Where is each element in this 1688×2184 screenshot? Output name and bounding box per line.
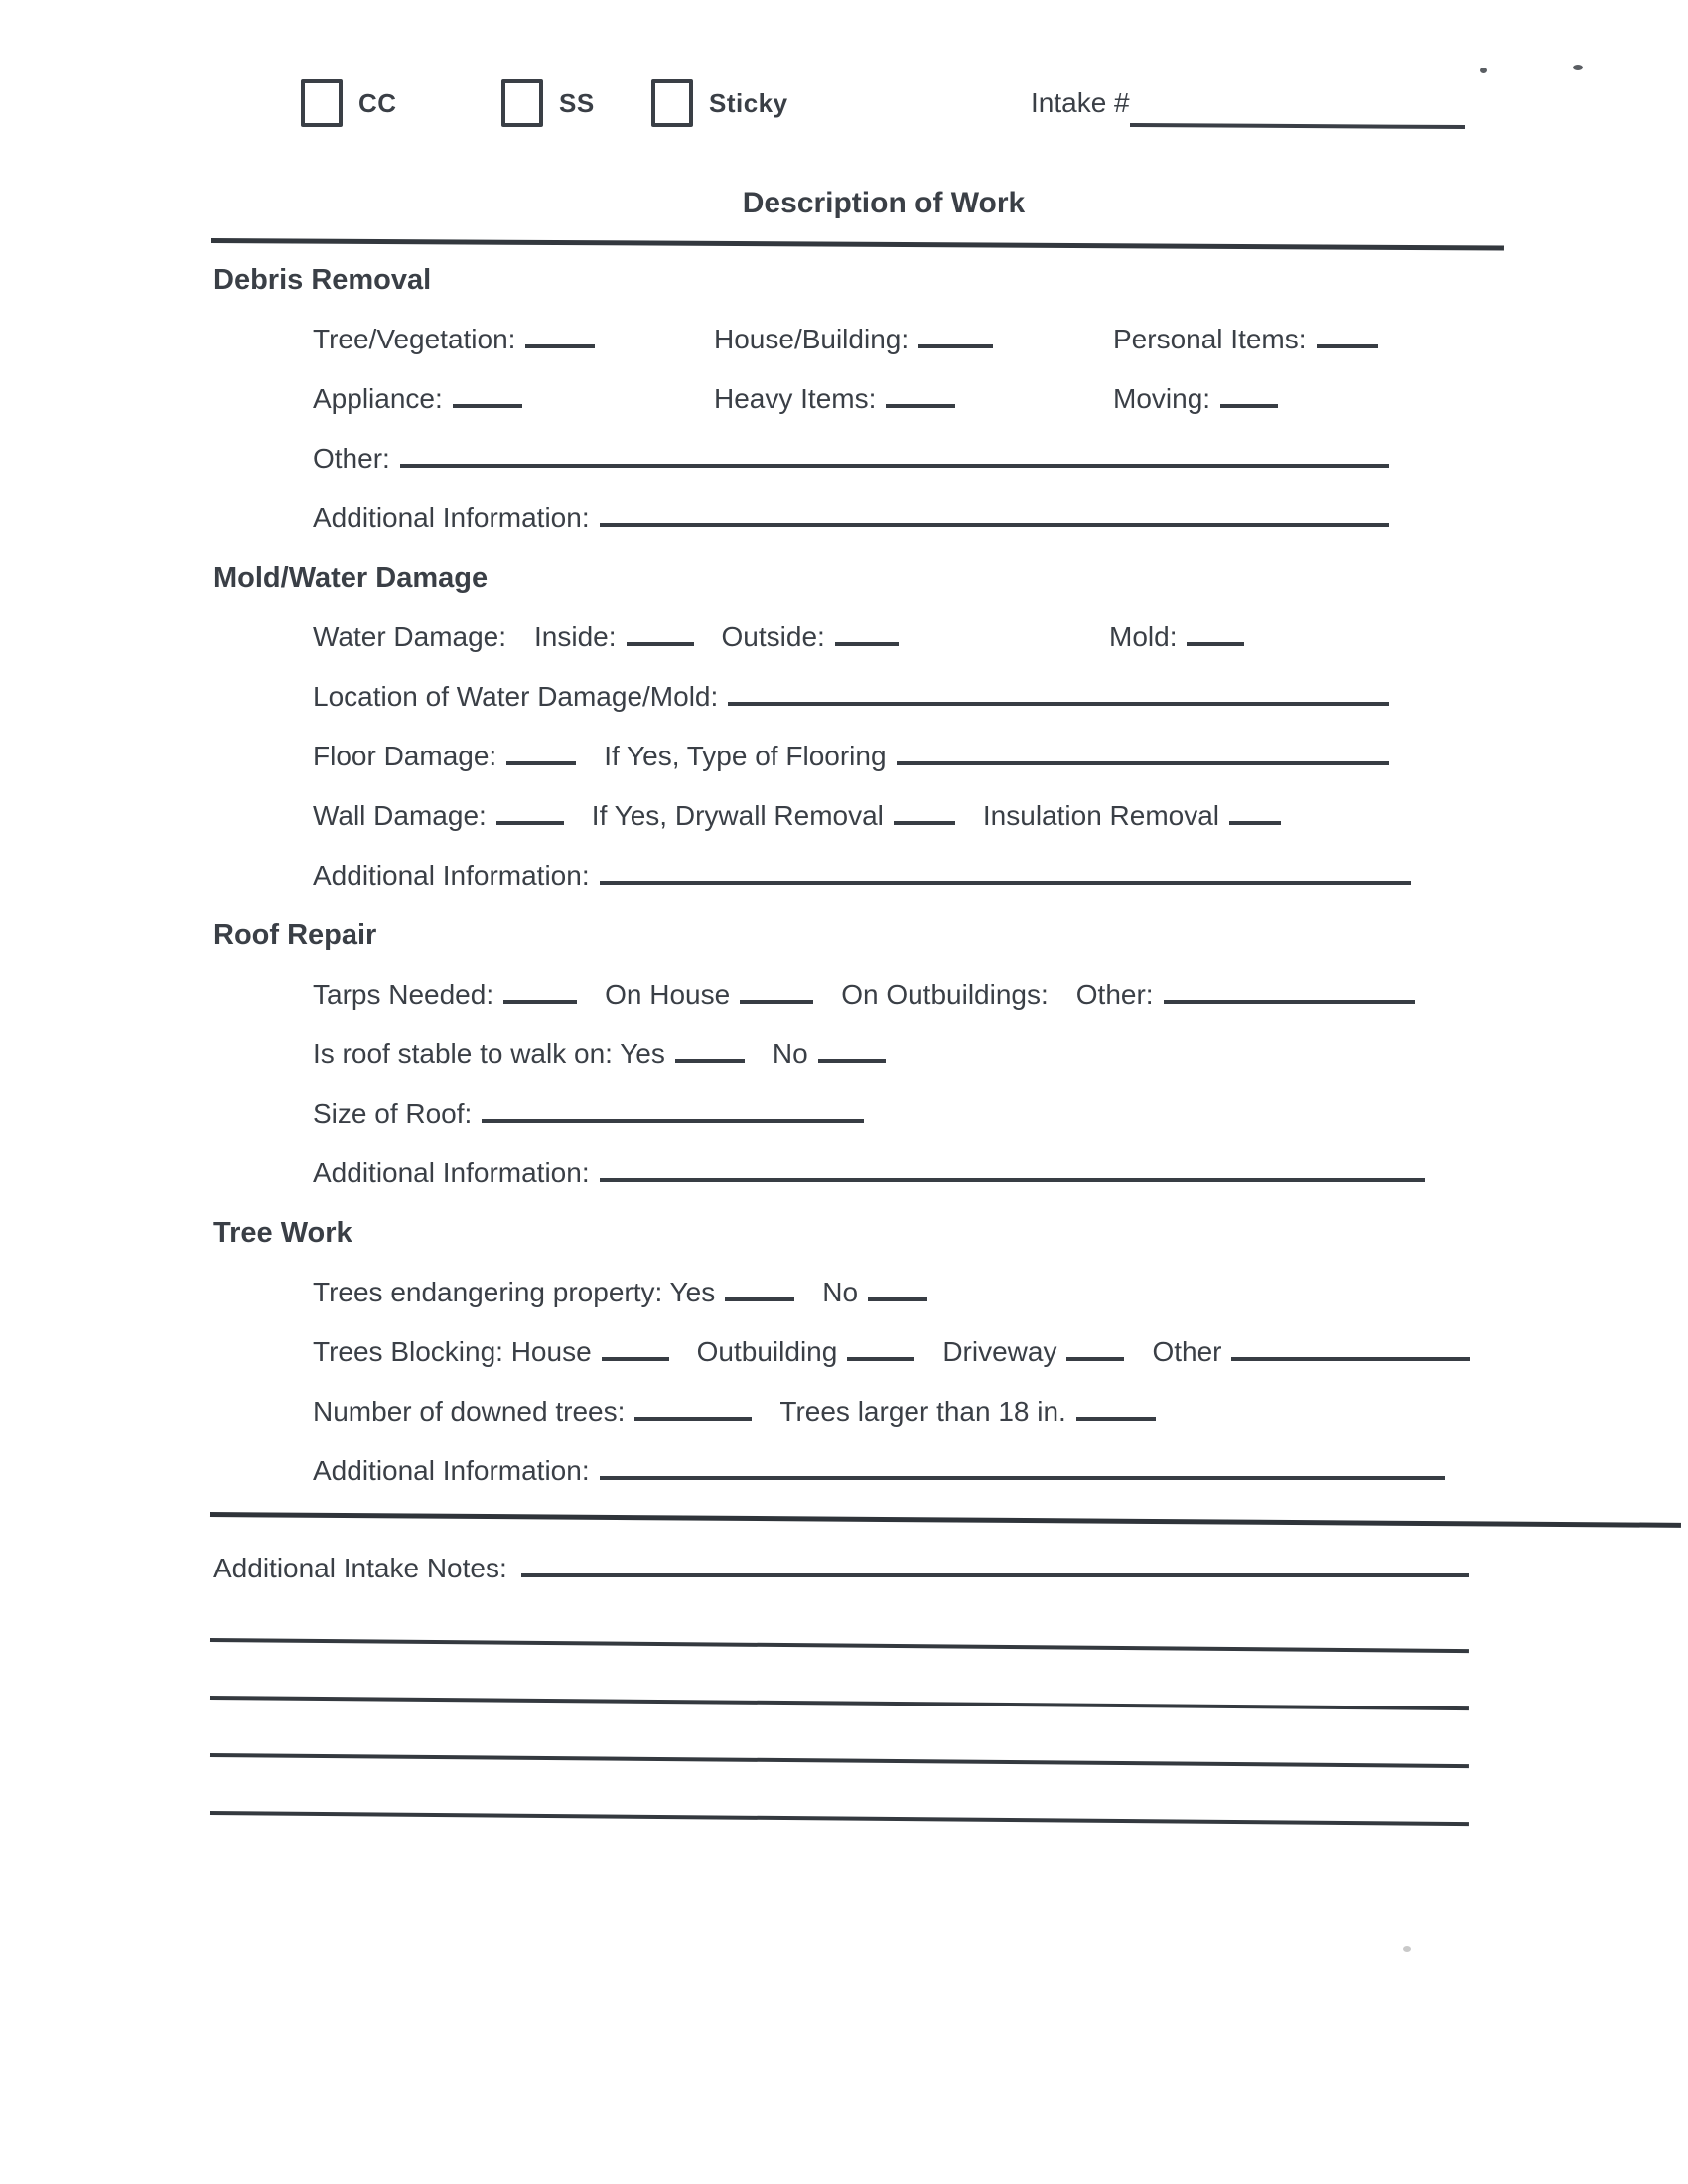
blank-write-in-line: [675, 1059, 745, 1063]
blank-write-in-line: [400, 464, 1389, 468]
blank-write-in-line: [835, 642, 899, 646]
form-field: [313, 979, 577, 1011]
field-label: Additional Information:: [313, 1455, 590, 1486]
field-label: Wall Damage:: [313, 800, 487, 831]
section-separator: [210, 1512, 1681, 1528]
blank-write-in-line: [1164, 1000, 1415, 1004]
blank-write-in-line: [602, 1357, 669, 1361]
form-row: [313, 665, 1477, 725]
form-row: [313, 1023, 1477, 1082]
form-field: [605, 979, 813, 1011]
field-label: Inside:: [534, 621, 617, 652]
blank-write-in-line: [1317, 344, 1378, 348]
sticky-checkbox-field: [651, 79, 788, 127]
field-label: Trees larger than 18 in.: [779, 1396, 1066, 1427]
scan-speck: [1480, 68, 1487, 73]
field-label: Tree/Vegetation:: [313, 324, 516, 354]
blank-write-in-line: [1220, 404, 1278, 408]
blank-write-in-line: [847, 1357, 914, 1361]
field-label: Water Damage:: [313, 621, 507, 652]
section-heading: Debris Removal: [213, 264, 432, 296]
ss-checkbox: [501, 79, 543, 127]
form-field: [722, 621, 899, 653]
field-label: Other:: [313, 443, 390, 474]
form-field: [534, 621, 694, 653]
form-field: [313, 681, 1389, 713]
blank-write-in-line: [600, 523, 1389, 527]
form-field: [313, 1396, 752, 1428]
cc-checkbox-field: [301, 79, 397, 127]
form-field: [313, 324, 595, 355]
form-field: [313, 1277, 794, 1308]
form-row: [313, 1261, 1477, 1320]
blank-write-in-line: [894, 821, 955, 825]
field-label: Mold:: [1109, 621, 1178, 652]
blank-write-in-line: [496, 821, 564, 825]
form-field: [779, 1396, 1155, 1428]
form-field: [822, 1277, 927, 1308]
ss-checkbox-label: SS: [559, 87, 595, 118]
blank-write-in-line: [482, 1119, 864, 1123]
notes-blank-line: [521, 1573, 1469, 1577]
blank-write-in-line: [728, 702, 1389, 706]
blank-write-in-line: [740, 1000, 813, 1004]
field-label: Is roof stable to walk on: Yes: [313, 1038, 665, 1069]
form-field: [714, 383, 955, 415]
additional-intake-notes-label: Additional Intake Notes:: [213, 1553, 507, 1583]
form-field: [604, 741, 1389, 772]
ss-checkbox-field: [501, 79, 595, 127]
blank-write-in-line: [918, 344, 993, 348]
form-row: [313, 606, 1477, 665]
form-row: [313, 308, 1477, 367]
form-field: [313, 860, 1411, 891]
intake-number-label: Intake #: [1031, 87, 1130, 118]
field-label: Other: [1152, 1336, 1222, 1367]
form-field: [313, 800, 564, 832]
blank-write-in-line: [600, 1476, 1445, 1480]
field-label: Insulation Removal: [982, 800, 1220, 831]
blank-write-in-line: [503, 1000, 577, 1004]
sticky-checkbox-label: Sticky: [709, 87, 788, 118]
form-row: [313, 1380, 1477, 1439]
form-row: [313, 1142, 1477, 1201]
form-field: [313, 1038, 745, 1070]
intake-number-blank-line: [1130, 123, 1465, 129]
notes-ruled-line: [210, 1811, 1469, 1826]
blank-write-in-line: [818, 1059, 886, 1063]
notes-ruled-line: [210, 1696, 1469, 1710]
field-label: Outbuilding: [696, 1336, 838, 1367]
field-label: Additional Information:: [313, 860, 590, 890]
form-field: [313, 1336, 669, 1368]
blank-write-in-line: [1066, 1357, 1124, 1361]
field-label: Number of downed trees:: [313, 1396, 626, 1427]
field-label: Additional Information:: [313, 502, 590, 533]
field-label: Appliance:: [313, 383, 443, 414]
notes-ruled-line: [210, 1638, 1469, 1653]
form-field: [313, 502, 1389, 534]
field-label: Moving:: [1113, 383, 1211, 414]
cc-checkbox-label: CC: [358, 87, 397, 118]
field-label: Location of Water Damage/Mold:: [313, 681, 719, 712]
blank-write-in-line: [868, 1297, 927, 1301]
blank-write-in-line: [1231, 1357, 1470, 1361]
blank-write-in-line: [525, 344, 595, 348]
field-label: Trees Blocking: House: [313, 1336, 592, 1367]
notes-ruled-line: [210, 1753, 1469, 1768]
form-row: [313, 784, 1477, 844]
form-field: [592, 800, 955, 832]
form-field: [313, 741, 576, 772]
form-field: [1113, 383, 1278, 415]
field-label: Tarps Needed:: [313, 979, 494, 1010]
blank-write-in-line: [897, 761, 1389, 765]
form-row: [313, 367, 1477, 427]
additional-intake-notes-row: [213, 1553, 1477, 1584]
form-row: [313, 1439, 1477, 1499]
blank-write-in-line: [1187, 642, 1244, 646]
field-label: Personal Items:: [1113, 324, 1307, 354]
scan-speck: [1573, 65, 1583, 70]
field-label: Driveway: [942, 1336, 1057, 1367]
form-field: [313, 383, 522, 415]
form-row: [313, 725, 1477, 784]
cc-checkbox: [301, 79, 343, 127]
section-heading: Roof Repair: [213, 919, 377, 951]
field-label: Additional Information:: [313, 1158, 590, 1188]
field-label: If Yes, Drywall Removal: [591, 800, 884, 831]
field-label: No: [772, 1038, 808, 1069]
form-field: [313, 443, 1389, 475]
page-title: Description of Work: [742, 187, 1026, 219]
blank-write-in-line: [1229, 821, 1281, 825]
sticky-checkbox: [651, 79, 693, 127]
form-row: [313, 427, 1477, 486]
form-row: [313, 844, 1477, 903]
form-field: [313, 1158, 1425, 1189]
scan-speck: [1403, 1946, 1411, 1952]
form-field: [773, 1038, 886, 1070]
blank-write-in-line: [600, 881, 1411, 885]
form-field: [1152, 1336, 1470, 1368]
form-field: [313, 1098, 864, 1130]
field-label: Trees endangering property: Yes: [313, 1277, 716, 1307]
form-field: [1109, 621, 1244, 653]
field-label: Floor Damage:: [313, 741, 497, 771]
form-field: [697, 1336, 915, 1368]
form-field: [841, 979, 1049, 1011]
field-label: Other:: [1075, 979, 1154, 1010]
form-field: [942, 1336, 1124, 1368]
field-label: House/Building:: [714, 324, 910, 354]
blank-write-in-line: [453, 404, 522, 408]
field-label: On House: [605, 979, 731, 1010]
blank-write-in-line: [506, 761, 576, 765]
field-label: Heavy Items:: [714, 383, 877, 414]
section-heading: Mold/Water Damage: [213, 562, 489, 594]
field-label: Outside:: [721, 621, 825, 652]
form-row: [313, 963, 1477, 1023]
section-heading: Tree Work: [213, 1217, 352, 1249]
form-field: [1113, 324, 1378, 355]
field-label: No: [822, 1277, 859, 1307]
form-row: [313, 1082, 1477, 1142]
blank-write-in-line: [725, 1297, 794, 1301]
form-field: [313, 621, 506, 653]
field-label: If Yes, Type of Flooring: [604, 741, 887, 771]
form-field: [1076, 979, 1415, 1011]
form-field: [983, 800, 1281, 832]
blank-write-in-line: [634, 1417, 752, 1421]
form-body: [213, 248, 1477, 1815]
form-field: [313, 1455, 1445, 1487]
blank-write-in-line: [600, 1178, 1425, 1182]
field-label: On Outbuildings:: [841, 979, 1049, 1010]
blank-write-in-line: [1076, 1417, 1156, 1421]
blank-write-in-line: [627, 642, 694, 646]
form-row: [313, 1320, 1477, 1380]
blank-write-in-line: [886, 404, 955, 408]
field-label: Size of Roof:: [313, 1098, 473, 1129]
form-row: [313, 486, 1477, 546]
form-field: [714, 324, 993, 355]
